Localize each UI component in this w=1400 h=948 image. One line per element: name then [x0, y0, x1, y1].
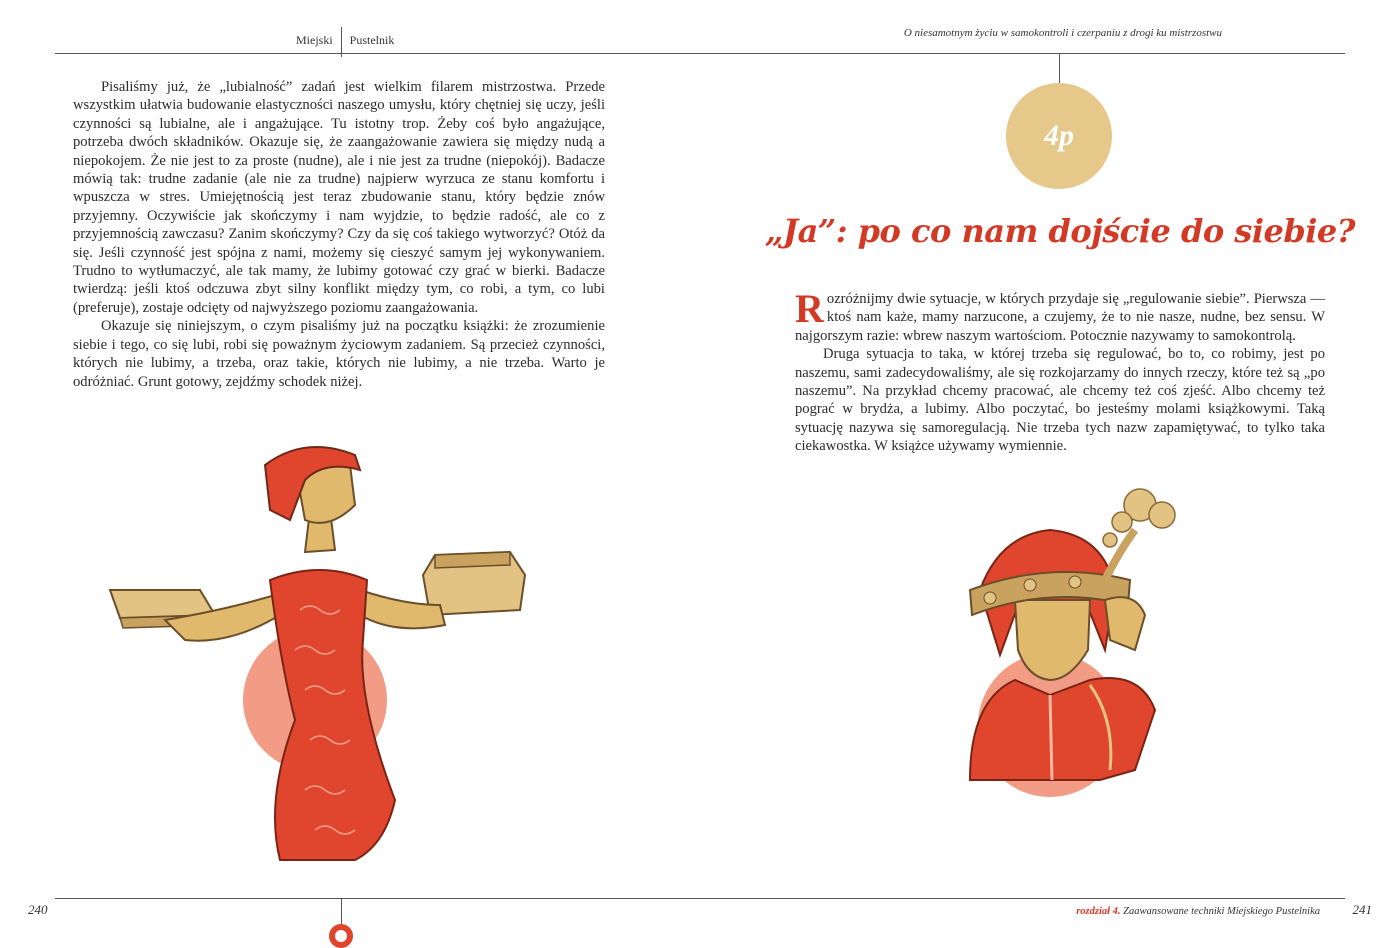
page-number-left: 240 [28, 902, 48, 917]
page-number-right: 241 [1352, 902, 1372, 917]
left-paragraph-1: Pisaliśmy już, że „lubialność” zadań jest wielkim filarem mistrzostwa. Przede wszystkim ułatwia budowanie elastyczności naszego umysłu, który chętniej się uczy, jeśli czynności są lubialne, ale i angażujące. Tu istotny trop. Żeby coś było angażujące, potrzeba dwóch składników. Okazuje się, że zaangażowanie zawiera się między nudą a niepokojem. Że nie jest to za proste (nudne), ale i nie jest za trudne (niepokój). Badacze mówią tak: trudne zadanie (ale nie za trudne) najpierw wyrzuca ze stanu komfortu i wpuszcza w stres. Umiejętnością jest teraz zbudowanie stanu, który będzie znów przyjemny. Oczywiście jak skończymy i nam wyjdzie, to będzie radość, ale co z przyjemnością zawczasu? Zanim skończymy? Czy da się coś takiego wytworzyć? Otóż da się. Jeśli czynność jest spójna z nami, możemy się cieszyć samym jej wykonywaniem. Trudno to wytłumaczyć, ale tak mamy, że lubimy gotować czy grać w bierki. Badacze twierdzą: jeśli ktoś odczuwa zbyt silny konflikt między tym, co robi, a tym, co lubi (preferuje), zostaje odcięty od najwyższego poziomu zaangażowania. [73, 79, 605, 316]
drop-cap: R [795, 286, 824, 331]
footer-rule [55, 898, 700, 899]
footer-chapter-label: rozdział 4. [1076, 906, 1121, 917]
header-rule [700, 53, 1345, 54]
footer-ring-ornament [329, 924, 353, 948]
footer-chapter [1076, 906, 1320, 917]
footer-rule [700, 898, 1345, 899]
section-title: „Ja”: po co nam dojście do siebie? [765, 212, 1355, 250]
right-paragraph-2: Druga sytuacja to taka, w której trzeba się regulować, bo to, co robimy, jest po naszemu, sami zadecydowaliśmy, ale się rozkojarzamy do innych rzeczy, które też są „po naszemu”. Na przykład chcemy pracować, ale chcemy też coś zjeść. Albo chcemy też pograć w brydża, a lubimy. Albo poczytać, bo jesteśmy molami książkowymi. Taką sytuację nazywa się samoregulacją. Nie trzeba tych nazw zapamiętywać, to tylko taka ciekawostka. W książce używamy wymiennie. [795, 346, 1325, 455]
left-paragraph-2: Okazuje się niniejszym, o czym pisaliśmy już na początku książki: że zrozumienie siebie i tego, co się lubi, robi się poważnym życiowym zadaniem. Są przecież czynności, których nie lubimy, a trzeba, oraz takie, których nie lubimy, a nie trzeba. Warto je odróżniać. Grunt gotowy, zejdźmy schodek niżej. [73, 318, 605, 390]
left-body-text [73, 78, 605, 391]
right-paragraph-1-text: ozróżnijmy dwie sytuacje, w których przydaje się „regulowanie siebie”. Pierwsza — ktoś nam każe, mamy narzucone, a czujemy, że to nie nasze, nudne, bez sensu. W najgorszym razie: wbrew naszym wartościom. Potocznie nazywamy to samokontrolą. [795, 291, 1325, 344]
right-page [700, 0, 1400, 942]
footer-chapter-title: Zaawansowane techniki Miejskiego Pustelnika [1123, 906, 1320, 917]
author-first: Miejski [296, 32, 333, 47]
right-body-text [795, 286, 1325, 456]
chapter-badge [1006, 83, 1112, 189]
header-tick [1059, 53, 1060, 83]
header-author [296, 25, 394, 55]
left-page [0, 0, 700, 942]
woman-with-books-illustration [105, 440, 560, 885]
header-separator [341, 27, 342, 57]
girl-with-headband-illustration [940, 480, 1220, 800]
chapter-badge-label: 4p [1044, 119, 1074, 152]
running-title: O niesamotnym życiu w samokontroli i czerpaniu z drogi ku mistrzostwu [903, 27, 1222, 39]
right-paragraph-1 [795, 286, 1325, 345]
author-last: Pustelnik [349, 32, 395, 47]
